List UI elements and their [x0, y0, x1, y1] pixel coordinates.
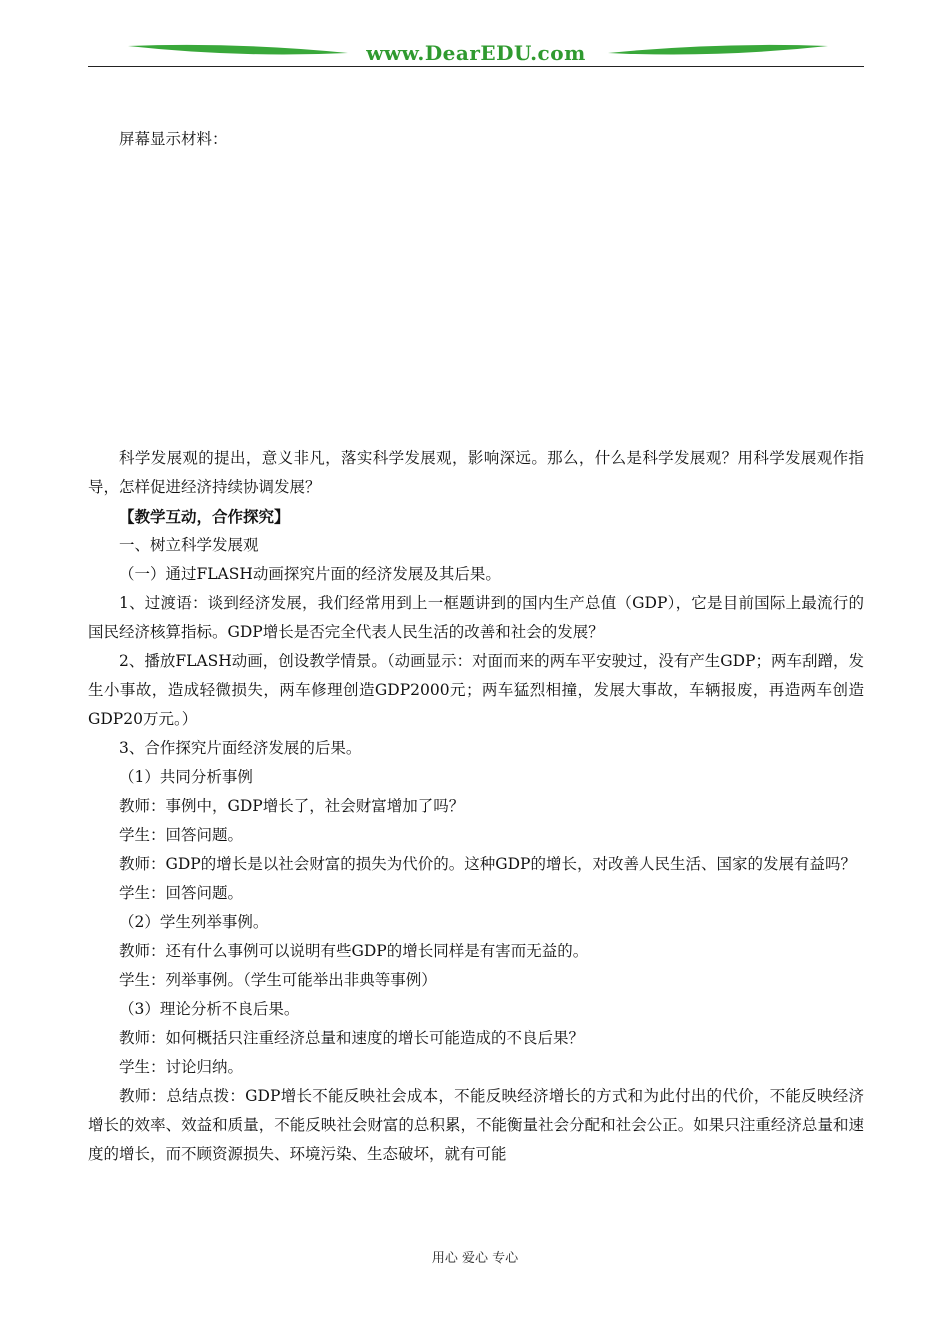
- right-leaf-decoration: [608, 44, 828, 58]
- paragraph: 科学发展观的提出，意义非凡，落实科学发展观，影响深远。那么，什么是科学发展观？用科学发展观作指导，怎样促进经济持续协调发展？: [88, 449, 864, 496]
- paragraph: 教师：总结点拨：GDP增长不能反映社会成本，不能反映经济增长的方式和为此付出的代价，不能反映经济增长的效率、效益和质量，不能反映社会财富的总积累，不能衡量社会分配和社会公正。如果只注重经济总量和速度的增长，而不顾资源损失、环境污染、生态破坏，就有可能: [88, 1087, 864, 1163]
- blank-space: [88, 154, 864, 444]
- paragraph: 一、树立科学发展观: [119, 536, 259, 554]
- paragraph: 学生：列举事例。（学生可能举出非典等事例）: [119, 971, 437, 989]
- paragraph: 屏幕显示材料：: [119, 130, 228, 148]
- paragraph: 3、合作探究片面经济发展的后果。: [119, 739, 362, 757]
- section-heading: 【教学互动，合作探究】: [119, 507, 290, 526]
- page-footer: 用心 爱心 专心: [431, 1251, 519, 1266]
- paragraph: （2）学生列举事例。: [119, 913, 269, 931]
- paragraph: 1、过渡语：谈到经济发展，我们经常用到上一框题讲到的国内生产总值（GDP），它是目前国际上最流行的国民经济核算指标。GDP增长是否完全代表人民生活的改善和社会的发展？: [88, 594, 864, 641]
- paragraph: （一）通过FLASH动画探究片面的经济发展及其后果。: [119, 565, 501, 583]
- paragraph: （3）理论分析不良后果。: [119, 1000, 300, 1018]
- document-body: [88, 125, 864, 1169]
- paragraph: 教师：GDP的增长是以社会财富的损失为代价的。这种GDP的增长，对改善人民生活、国家的发展有益吗？: [119, 855, 856, 873]
- paragraph: 2、播放FLASH动画，创设教学情景。（动画显示：对面而来的两车平安驶过，没有产生GDP；两车刮蹭，发生小事故，造成轻微损失，两车修理创造GDP2000元；两车猛烈相撞，发展大事故，车辆报废，再造两车创造GDP20万元。）: [88, 652, 864, 728]
- paragraph: 教师：还有什么事例可以说明有些GDP的增长同样是有害而无益的。: [119, 942, 589, 960]
- site-logo: www.DearEDU.com: [366, 41, 586, 65]
- page-header: [88, 40, 864, 68]
- paragraph: 教师：如何概括只注重经济总量和速度的增长可能造成的不良后果？: [119, 1029, 585, 1047]
- paragraph: 教师：事例中，GDP增长了，社会财富增加了吗？: [119, 797, 465, 815]
- paragraph: 学生：回答问题。: [119, 884, 244, 902]
- paragraph: （1）共同分析事例: [119, 768, 253, 786]
- header-rule: [88, 66, 864, 67]
- paragraph: 学生：回答问题。: [119, 826, 244, 844]
- paragraph: 学生：讨论归纳。: [119, 1058, 244, 1076]
